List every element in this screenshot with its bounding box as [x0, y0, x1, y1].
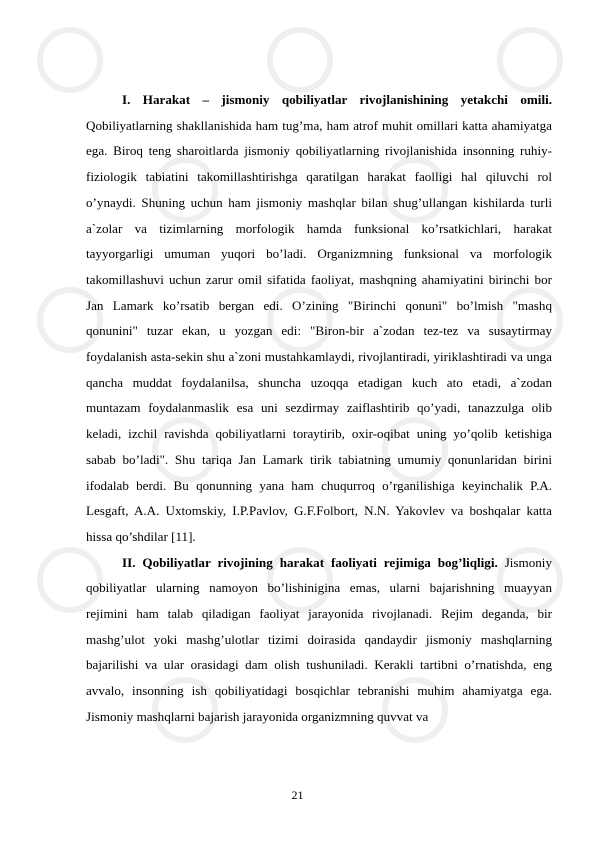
- section-heading-2: II. Qobiliyatlar rivojining harakat faoliyati rejimiga bog’liqligi.: [122, 554, 498, 570]
- page-body: [86, 87, 552, 730]
- page-number: 21: [291, 788, 304, 802]
- paragraph-2: [86, 550, 552, 730]
- paragraph-1: [86, 87, 552, 550]
- section-heading-1: I. Harakat – jismoniy qobiliyatlar rivojlanishining yetakchi omili.: [122, 92, 552, 107]
- paragraph-text-1: Qobiliyatlarning shakllanishida ham tug’ma, ham atrof muhit omillari katta ahamiyatga ega. Biroq teng sharoitlarda jismoniy qobiliyatlarning rivojlanishida insonning ruhiy-fiziologik tabiatini takomillashtirishga qaratilgan harakat faolligi hal qiluvchi rol o’ynaydi. Shuning uchun ham jismoniy mashqlar bilan shug’ullangan kishilarda turli a`zolar va tizimlarning morfologik hamda funksional ko’rsatkichlari, harakat tayyorgarligi umuman yuqori bo’ladi. Organizmning funksional va morfologik takomillashuvi uchun zarur omil sifatida faoliyat, mashqning ahamiyatini birinchi bor Jan Lamark ko’rsatib bergan edi. O’zining "Birinchi qonuni" bo’lmish "mashq qonunini" tuzar ekan, u yozgan edi: "Biron-bir a`zodan tez-tez va susaytirmay foydalanish asta-sekin shu a`zoni mustahkamlaydi, rivojlantiradi, yiriklashtiradi va unga qancha muddat foydalanilsa, shuncha uzoqqa etadigan kuch ato etadi, a`zodan muntazam foydalanmaslik esa uni sezdirmay zaiflashtirib qo’yadi, tanazzulga olib keladi, izchil ravishda qobiliyatlarni toraytirib, oxir-oqibat uning yo’qolib ketishiga sabab bo’ladi". Shu tariqa Jan Lamark tirik tabiatning umumiy qonunlaridan birini ifodalab berdi. Bu qonunning yana ham chuqurroq o’rganilishiga keyinchalik P.A. Lesgaft, A.A. Uxtomskiy, I.P.Pavlov, G.F.Folbort, N.N. Yakovlev va boshqalar katta hissa qo’shdilar [11].: [86, 117, 552, 544]
- paragraph-text-2: Jismoniy qobiliyatlar ularning namoyon bo’lishinigina emas, ularni bajarishning muayyan rejimini ham talab qiladigan faoliyat jarayonida rivojlanadi. Rejim deganda, bir mashg’ulot yoki mashg’ulotlar tizimi doirasida qandaydir jismoniy mashqlarning bajarilishi va ular orasidagi dam olish tushuniladi. Kerakli tartibni o’rnatishda, eng avvalo, insonning ish qobiliyatidagi bosqichlar tebranishi muhim ahamiyatga ega. Jismoniy mashqlarni bajarish jarayonida organizmning quvvat va: [86, 554, 552, 724]
